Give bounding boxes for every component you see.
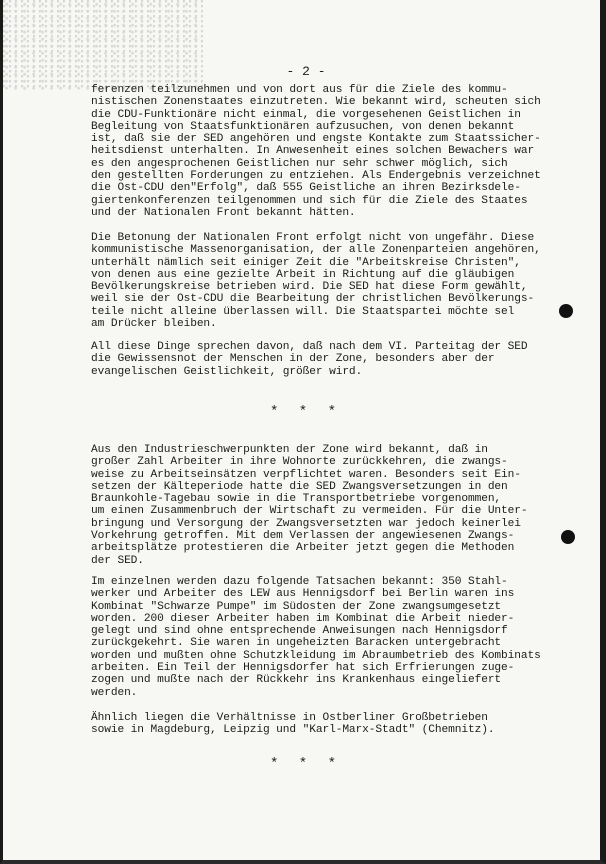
section-separator-1: * * * (269, 404, 342, 420)
paragraph-4: Aus den Industrieschwerpunkten der Zone wird bekannt, daß in großer Zahl Arbeiter in ihre Wohnorte zurückkehren, die zwangs- weise zu Arbeitseinsätzen verpflichtet waren. Besonders seit Ein- setzen der Kälteperiode hatte die SED Zwangsversetzungen in den Braunkohle-Tagebau sowie in die Transportbetriebe vorgenommen, um einen Zusammenbruch der Wirtschaft zu vermeiden. Für die Unter- bringung und Versorgung der Zwangsversetzten war jedoch keinerlei Vorkehrung getroffen. Mit dem Verlassen der angewiesenen Zwangs- arbeitsplätze protestieren die Arbeiter jetzt gegen die Methoden der SED. (91, 444, 528, 567)
paragraph-1: ferenzen teilzunehmen und von dort aus für die Ziele des kommu- nistischen Zonenstaates einzutreten. Wie bekannt wird, scheuten sich die CDU-Funktionäre nicht einmal, die vorgesehenen Geistlichen in Begleitung von Staatsfunktionären aufzusuchen, von denen bekannt ist, daß sie der SED angehören und engste Kontakte zum Staatssicher- heitsdienst unterhalten. In Anwesenheit eines solchen Bewachers war es den angesprochenen Geistlichen nur sehr schwer möglich, sich den gestellten Forderungen zu entziehen. Als Endergebnis verzeichnet die Ost-CDU den"Erfolg", daß 555 Geistliche an ihren Bezirksdele- giertenkonferenzen teilgenommen und sich für die Ziele des Staates und der Nationalen Front bekannt hätten. (91, 84, 541, 219)
page-number: - 2 - (286, 64, 326, 79)
punch-hole-mark (561, 530, 575, 544)
punch-hole-mark (559, 304, 573, 318)
paragraph-6: Ähnlich liegen die Verhältnisse in Ostberliner Großbetrieben sowie in Magdeburg, Leipzig und "Karl-Marx-Stadt" (Chemnitz). (91, 712, 495, 737)
paragraph-3: All diese Dinge sprechen davon, daß nach dem VI. Parteitag der SED die Gewissensnot der Menschen in der Zone, besonders aber der evangelischen Geistlichkeit, größer wird. (91, 341, 528, 378)
paragraph-2: Die Betonung der Nationalen Front erfolgt nicht von ungefähr. Diese kommunistische Massenorganisation, der alle Zonenparteien angehören, unterhält nämlich seit einiger Zeit die "Arbeitskreise Christen", von denen aus eine gezielte Arbeit in Richtung auf die gläubigen Bevölkerungskreise betrieben wird. Die SED hat diese Form gewählt, weil sie der Ost-CDU die Bearbeitung der christlichen Bevölkerungs- teile nicht alleine überlassen will. Die Staatspartei möchte sel am Drücker bleiben. (91, 232, 541, 331)
paragraph-5: Im einzelnen werden dazu folgende Tatsachen bekannt: 350 Stahl- werker und Arbeiter des LEW aus Hennigsdorf bei Berlin waren ins Kombinat "Schwarze Pumpe" im Südosten der Zone zwangsumgesetzt worden. 200 dieser Arbeiter haben im Kombinat die Arbeit nieder- gelegt und sind ohne entsprechende Anweisungen nach Hennigsdorf zurückgekehrt. Sie waren in ungeheizten Baracken untergebracht worden und mußten ohne Schutzkleidung im Abraumbetrieb des Kombinats arbeiten. Ein Teil der Hennigsdorfer hat sich Erfrierungen zuge- zogen und mußte nach der Rückkehr ins Krankenhaus eingeliefert werden. (91, 576, 541, 699)
section-separator-2: * * * (269, 756, 342, 772)
